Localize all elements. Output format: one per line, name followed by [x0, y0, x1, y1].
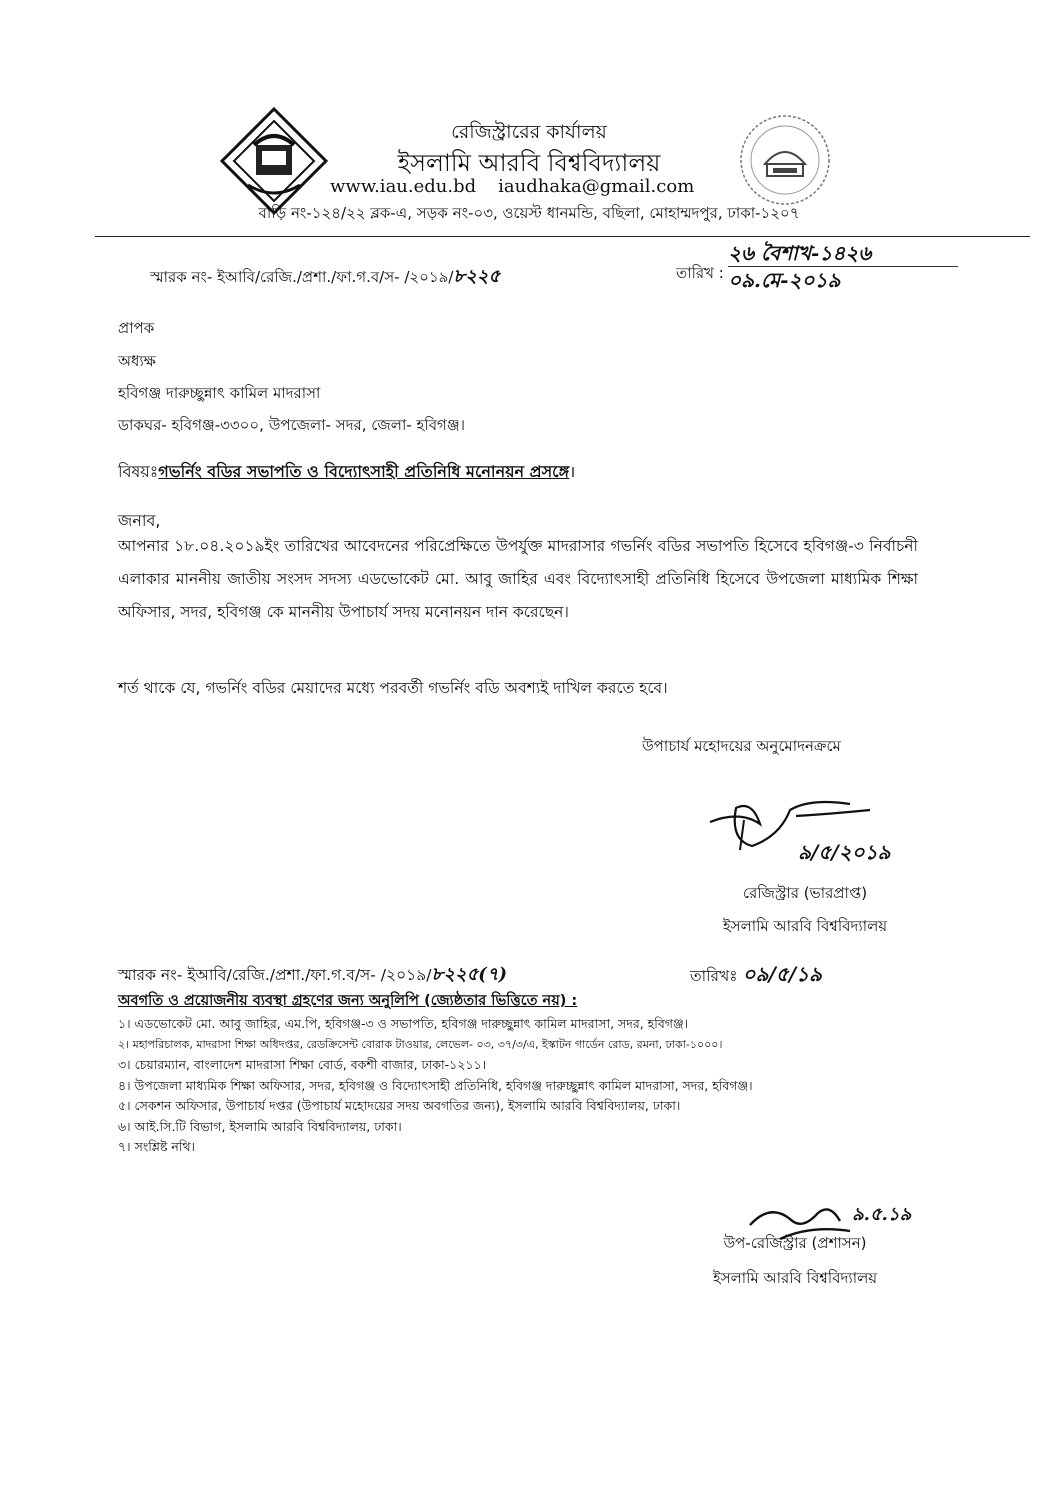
list-item: ১। এডভোকেট মো. আবু জাহির, এম.পি, হবিগঞ্জ-৩ ও সভাপতি, হবিগঞ্জ দারুচ্ছুন্নাৎ কামিল মাদরাসা, সদর, হবিগঞ্জ। — [118, 1016, 689, 1031]
list-item: ৫। সেকশন অফিসার, উপাচার্য দপ্তর (উপাচার্য মহোদয়ের সদয় অবগতির জন্য), ইসলামি আরবি বিশ্ববিদ্যালয়, ঢাকা। — [118, 1098, 681, 1113]
body-paragraph-1: আপনার ১৮.০৪.২০১৯ইং তারিখের আবেদনের পরিপ্রেক্ষিতে উপর্যুক্ত মাদরাসার গভর্নিং বডির সভাপতি হিসেবে হবিগঞ্জ-৩ নির্বাচনী এলাকার মাননীয় জাতীয় সংসদ সদস্য এডভোকেট মো. আবু জাহির এবং বিদ্যোৎসাহী প্রতিনিধি হিসেবে উপজেলা মাধ্যমিক শিক্ষা অফিসার, সদর, হবিগঞ্জ কে মাননীয় উপাচার্য সদয় মনোনয়ন দান করেছেন। — [118, 537, 918, 621]
header-divider — [95, 236, 1030, 237]
list-item: ৪। উপজেলা মাধ্যমিক শিক্ষা অফিসার, সদর, হবিগঞ্জ ও বিদ্যোৎসাহী প্রতিনিধি, হবিগঞ্জ দারুচ্ছুন্নাৎ কামিল মাদরাসা, সদর, হবিগঞ্জ। — [118, 1077, 753, 1093]
cc-list — [118, 1014, 753, 1158]
memo2-date — [690, 960, 822, 993]
approval-note: উপাচার্য মহোদয়ের অনুমোদনক্রমে — [642, 737, 841, 755]
website-link[interactable]: www.iau.edu.bd — [330, 176, 477, 197]
subject-text: গভর্নিং বডির সভাপতি ও বিদ্যোৎসাহী প্রতিনিধি মনোনয়ন প্রসঙ্গে — [158, 462, 570, 481]
university-name: ইসলামি আরবি বিশ্ববিদ্যালয় — [397, 149, 661, 177]
list-item: ৭। সংশ্লিষ্ট নথি। — [118, 1139, 196, 1154]
deputy-registrar-org: ইসলামি আরবি বিশ্ববিদ্যালয় — [712, 1269, 878, 1287]
signature2-date: ৯.৫.১৯ — [852, 1204, 912, 1225]
subject-end: । — [569, 462, 576, 481]
list-item: ৩। চেয়ারম্যান, বাংলাদেশ মাদরাসা শিক্ষা বোর্ড, বকশী বাজার, ঢাকা-১২১১। — [118, 1057, 487, 1072]
recipient-institution: হবিগঞ্জ দারুচ্ছুন্নাৎ কামিল মাদরাসা — [118, 384, 321, 402]
subject-label: বিষয়ঃ — [118, 462, 159, 481]
date-label: তারিখ : — [676, 264, 724, 282]
memo2-number-handwritten: ৮২২৫(৭) — [431, 964, 508, 985]
memo2-date-label: তারিখঃ — [690, 967, 738, 985]
recipient-address: ডাকঘর- হবিগঞ্জ-৩৩০০, উপজেলা- সদর, জেলা- হবিগঞ্জ। — [118, 416, 466, 434]
subject-line — [118, 459, 575, 486]
date-english: ০৯.মে-২০১৯ — [728, 268, 841, 292]
date-bangla: ২৬ বৈশাখ-১৪২৬ — [728, 240, 958, 267]
registrar-title: রেজিস্ট্রার (ভারপ্রাপ্ত) — [742, 884, 868, 902]
registrar-block — [660, 882, 950, 940]
header-address: বাড়ি নং-১২৪/২২ ব্লক-এ, সড়ক নং-০৩, ওয়েস্ট ধানমন্ডি, বছিলা, মোহাম্মদপুর, ঢাকা-১২০৭ — [258, 204, 800, 222]
deputy-registrar-block — [670, 1232, 920, 1292]
list-item: ২। মহাপরিচালক, মাদরাসা শিক্ষা অধিদপ্তর, রেডক্রিসেন্ট বোরাক টাওয়ার, লেভেল- ০৩, ৩৭/৩/এ, ইস্কাটন গার্ডেন রোড, রমনা, ঢাকা-১০০০। — [118, 1037, 723, 1051]
email-link[interactable]: iaudhaka@gmail.com — [498, 176, 695, 197]
salutation: জনাব, — [118, 511, 161, 530]
memo2-number — [118, 960, 507, 991]
cc-heading: অবগতি ও প্রয়োজনীয় ব্যবস্থা গ্রহণের জন্য অনুলিপি (জ্যেষ্ঠতার ভিত্তিতে নয়) : — [118, 993, 578, 1009]
signature1-date: ৯/৫/২০১৯ — [798, 840, 891, 864]
contact-line — [330, 176, 716, 197]
list-item: ৬। আই.সি.টি বিভাগ, ইসলামি আরবি বিশ্ববিদ্যালয়, ঢাকা। — [118, 1118, 402, 1134]
memo-number — [150, 262, 500, 293]
recipient-designation: অধ্যক্ষ — [118, 352, 156, 370]
deputy-registrar-title: উপ-রেজিস্ট্রার (প্রশাসন) — [723, 1234, 867, 1252]
memo-label: স্মারক নং- ইআবি/রেজি./প্রশা./ফা.গ.ব/স- /২০১৯/ — [150, 268, 454, 286]
memo2-label: স্মারক নং- ইআবি/রেজি./প্রশা./ফা.গ.ব/স- /২০১৯/ — [118, 966, 432, 984]
registrar-org: ইসলামি আরবি বিশ্ববিদ্যালয় — [722, 917, 888, 935]
handwritten-date — [728, 240, 958, 293]
body-paragraph-2: শর্ত থাকে যে, গভর্নিং বডির মেয়াদের মধ্যে পরবর্তী গভর্নিং বডি অবশ্যই দাখিল করতে হবে। — [118, 679, 668, 697]
memo-number-handwritten: ৮২২৫ — [453, 266, 501, 287]
recipient-label: প্রাপক — [118, 319, 155, 337]
office-title: রেজিস্ট্রারের কার্যালয় — [451, 121, 607, 143]
memo2-date-handwritten: ০৯/৫/১৯ — [742, 962, 822, 986]
